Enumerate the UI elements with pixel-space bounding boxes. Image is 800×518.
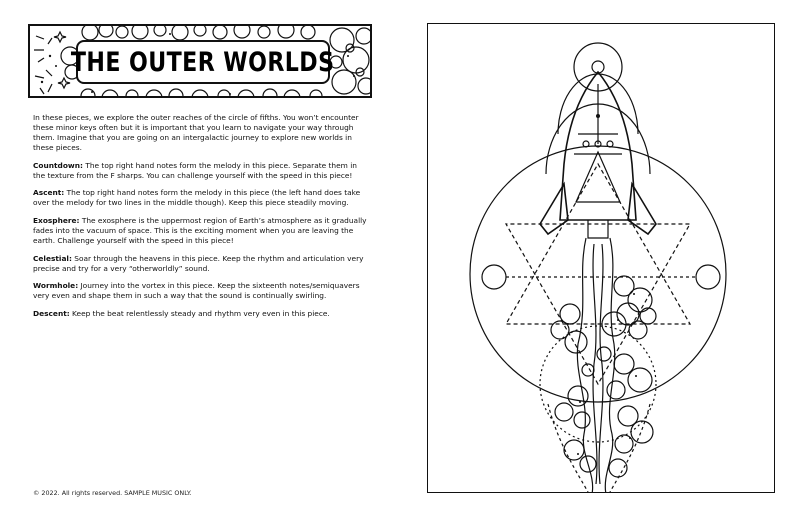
piece-description: Soar through the heavens in this piece. Keep the rhythm and articulation very precise and try for a very “otherworldly” sound.	[33, 253, 364, 273]
piece-description: The top right hand notes form the melody in this piece. Separate them in the texture from the F sharps. You can challenge yourself with the speed in this piece!	[33, 160, 357, 180]
piece-ascent	[33, 188, 371, 208]
intro-paragraph: In these pieces, we explore the outer reaches of the circle of fifths. You won’t encounter these minor keys often but it is important that you learn to navigate your way through them. Imagine that you are going on an intergalactic journey to explore new worlds in these pieces.	[33, 113, 359, 153]
piece-name: Countdown:	[33, 160, 83, 170]
page-title: THE OUTER WORLDS	[71, 46, 335, 78]
piece-name: Exosphere:	[33, 215, 80, 225]
piece-description: Keep the beat relentlessly steady and rhythm very even in this piece.	[69, 308, 330, 318]
piece-description: The exosphere is the uppermost region of Earth’s atmosphere as it gradually fades into the vacuum of space. This is the exciting moment when you are leaving the earth. Challenge yourself with the speed in this piece!	[33, 215, 367, 246]
piece-countdown	[33, 161, 371, 181]
piece-celestial	[33, 254, 371, 274]
copyright-footer: © 2022. All rights reserved. SAMPLE MUSIC ONLY.	[33, 489, 192, 497]
piece-exosphere	[33, 216, 371, 246]
title-box	[71, 40, 335, 84]
piece-name: Celestial:	[33, 253, 72, 263]
piece-name: Descent:	[33, 308, 70, 318]
piece-name: Wormhole:	[33, 281, 79, 291]
body-text	[33, 113, 371, 326]
title-banner	[28, 24, 372, 98]
piece-name: Ascent:	[33, 188, 65, 198]
piece-description: Journey into the vortex in this piece. Keep the sixteenth notes/semiquavers very even and shape them in such a way that the sound is continually swirling.	[33, 281, 360, 301]
piece-wormhole	[33, 281, 371, 301]
piece-descent	[33, 309, 371, 319]
rocket-illustration-frame	[427, 23, 775, 493]
rocket-illustration	[428, 24, 775, 493]
piece-description: The top right hand notes form the melody in this piece (the left hand does take over the melody for two lines in the middle though). Keep this piece steadily moving.	[33, 188, 361, 208]
